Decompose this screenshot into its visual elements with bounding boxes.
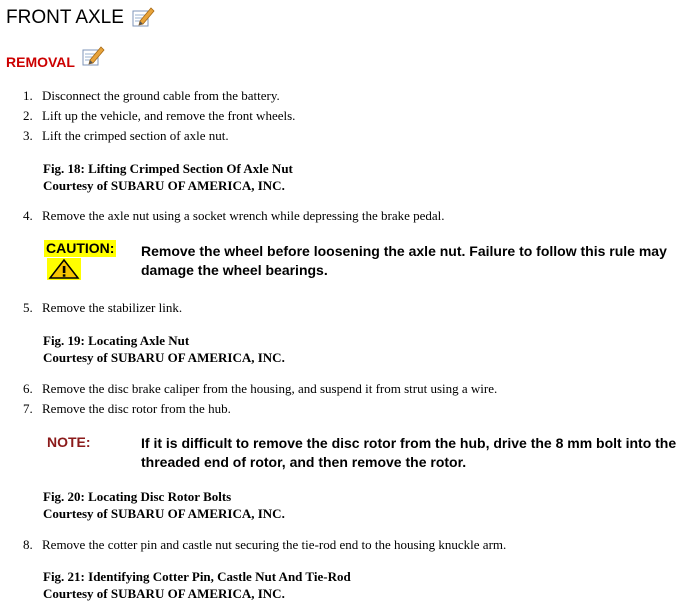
figure-title[interactable]: Fig. 19: Locating Axle Nut <box>43 333 190 348</box>
step-text: Remove the disc rotor from the hub. <box>42 401 231 416</box>
step-text: Remove the cotter pin and castle nut securing the tie-rod end to the housing knuckle arm. <box>42 537 507 552</box>
step-text: Disconnect the ground cable from the battery. <box>42 88 280 103</box>
figure-title[interactable]: Fig. 21: Identifying Cotter Pin, Castle Nut And Tie-Rod <box>43 569 351 584</box>
list-item <box>23 88 280 104</box>
edit-note-icon[interactable] <box>82 45 106 67</box>
list-item <box>23 401 231 417</box>
figure-title[interactable]: Fig. 18: Lifting Crimped Section Of Axle Nut <box>43 161 293 176</box>
figure-title[interactable]: Fig. 20: Locating Disc Rotor Bolts <box>43 489 232 504</box>
section-title <box>6 53 106 71</box>
section-title-text: REMOVAL <box>6 54 75 70</box>
caution-text: Remove the wheel before loosening the axle nut. Failure to follow this rule may damage the wheel bearings. <box>141 243 667 278</box>
step-number: 5. <box>23 300 33 315</box>
step-number: 6. <box>23 381 33 396</box>
caution-label: CAUTION: <box>46 240 115 256</box>
list-item <box>23 128 229 144</box>
note-text: If it is difficult to remove the disc rotor from the hub, drive the 8 mm bolt into the threaded end of rotor, and then remove the rotor. <box>141 435 677 470</box>
list-item <box>23 208 445 224</box>
figure-caption <box>43 160 293 194</box>
list-item <box>23 108 295 124</box>
step-text: Lift up the vehicle, and remove the front wheels. <box>42 108 296 123</box>
list-item <box>23 381 497 397</box>
page-title-text: FRONT AXLE <box>6 7 124 28</box>
edit-note-icon[interactable] <box>132 6 156 28</box>
step-number: 7. <box>23 401 33 416</box>
note-label: NOTE: <box>47 434 91 450</box>
step-number: 2. <box>23 108 33 123</box>
figure-courtesy: Courtesy of SUBARU OF AMERICA, INC. <box>43 178 285 193</box>
step-number: 3. <box>23 128 33 143</box>
step-text: Remove the axle nut using a socket wrench while depressing the brake pedal. <box>42 208 445 223</box>
list-item <box>23 300 182 316</box>
list-item <box>23 537 506 553</box>
figure-caption <box>43 332 285 366</box>
step-text: Remove the disc brake caliper from the housing, and suspend it from strut using a wire. <box>42 381 498 396</box>
figure-courtesy: Courtesy of SUBARU OF AMERICA, INC. <box>43 506 285 521</box>
step-text: Lift the crimped section of axle nut. <box>42 128 229 143</box>
step-number: 8. <box>23 537 33 552</box>
step-number: 1. <box>23 88 33 103</box>
figure-caption <box>43 568 351 602</box>
page-title <box>6 6 156 30</box>
figure-courtesy: Courtesy of SUBARU OF AMERICA, INC. <box>43 586 285 601</box>
step-number: 4. <box>23 208 33 223</box>
figure-courtesy: Courtesy of SUBARU OF AMERICA, INC. <box>43 350 285 365</box>
warning-triangle-icon <box>47 258 81 280</box>
figure-caption <box>43 488 285 522</box>
step-text: Remove the stabilizer link. <box>42 300 183 315</box>
